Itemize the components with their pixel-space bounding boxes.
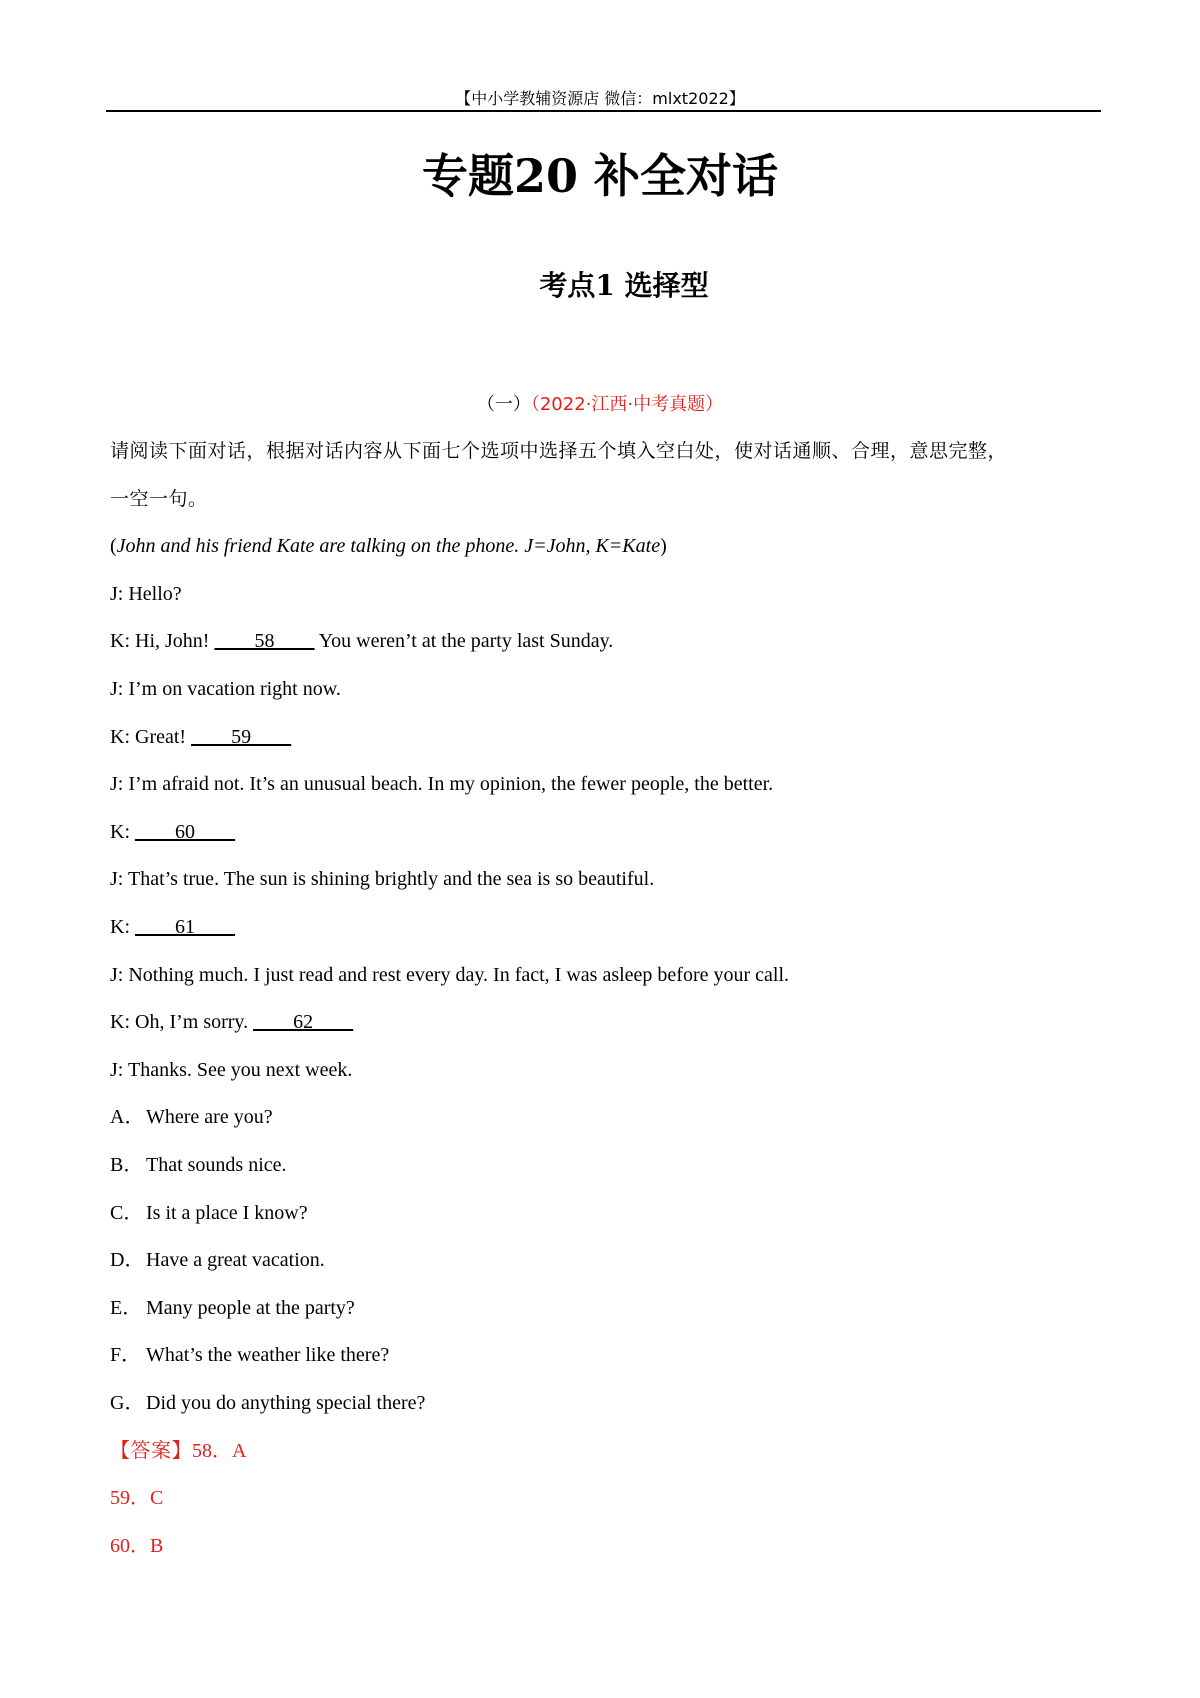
- option-item: [110, 1237, 1100, 1285]
- options-list: [110, 1094, 1100, 1427]
- option-item: [110, 1380, 1100, 1428]
- dialogue-line: [110, 999, 1100, 1047]
- option-item: [110, 1285, 1100, 1333]
- option-text: Did you do anything special there?: [146, 1391, 426, 1414]
- option-letter: A．: [110, 1106, 145, 1129]
- dialogue-text: J: That’s true. The sun is shining brightly and the sea is so beautiful.: [110, 868, 655, 891]
- source-tag: （2022·江西·中考真题）: [530, 394, 724, 415]
- answer-item: 59．C: [110, 1487, 164, 1510]
- option-item: [110, 1190, 1100, 1238]
- answer-line: [110, 1475, 1100, 1523]
- option-letter: E．: [110, 1296, 143, 1319]
- dialogue-line: [110, 761, 1100, 809]
- option-text: Where are you?: [146, 1106, 273, 1129]
- dialogue-line: [110, 856, 1100, 904]
- option-letter: B．: [110, 1153, 144, 1176]
- dialogue-text: J: Thanks. See you next week.: [110, 1058, 353, 1081]
- dialogue: [110, 571, 1100, 1095]
- dialogue-line: [110, 666, 1100, 714]
- page-title: 专题20 补全对话: [421, 149, 779, 203]
- answer-blank: ____61____: [135, 915, 235, 938]
- answer-line: [110, 1427, 1100, 1475]
- answer-line: [110, 1523, 1100, 1571]
- answer-section: [110, 1427, 1100, 1570]
- dialogue-line: [110, 904, 1100, 952]
- option-text: Have a great vacation.: [146, 1249, 325, 1272]
- option-letter: F．: [110, 1344, 142, 1367]
- instructions-line-2: 一空一句。: [110, 487, 208, 510]
- dialogue-context: (John and his friend Kate are talking on the phone. J=John, K=Kate): [110, 535, 667, 558]
- option-letter: G．: [110, 1391, 145, 1414]
- option-text: That sounds nice.: [146, 1153, 287, 1176]
- section-title: 考点1 选择型: [539, 269, 709, 302]
- answer-label: 【答案】: [110, 1438, 192, 1463]
- dialogue-text: You weren’t at the party last Sunday.: [314, 630, 614, 653]
- dialogue-text: J: Hello?: [110, 582, 182, 605]
- option-text: Many people at the party?: [146, 1296, 355, 1319]
- dialogue-text: K:: [110, 915, 135, 938]
- context-text: John and his friend Kate are talking on the phone. J=John, K=Kate: [116, 535, 661, 558]
- question-number: （一）: [476, 394, 531, 415]
- answer-blank: ____59____: [191, 725, 292, 748]
- dialogue-line: [110, 1047, 1100, 1095]
- option-letter: C．: [110, 1201, 144, 1224]
- dialogue-text: K: Great!: [110, 725, 192, 748]
- option-item: [110, 1142, 1100, 1190]
- answer-blank: ____60____: [135, 820, 235, 843]
- dialogue-text: J: I’m on vacation right now.: [110, 677, 341, 700]
- answer-item: 58．A: [192, 1440, 247, 1463]
- page-header: 【中小学教辅资源店 微信：mlxt2022】: [455, 89, 745, 108]
- question-body: [110, 428, 1100, 1570]
- option-text: What’s the weather like there?: [146, 1344, 390, 1367]
- dialogue-text: K:: [110, 820, 135, 843]
- header-rule: [106, 110, 1101, 112]
- dialogue-line: [110, 571, 1100, 619]
- dialogue-text: K: Oh, I’m sorry.: [110, 1011, 254, 1034]
- option-text: Is it a place I know?: [146, 1201, 308, 1224]
- answer-blank: ____62____: [253, 1011, 354, 1034]
- answer-item: 60．B: [110, 1534, 164, 1557]
- dialogue-line: [110, 952, 1100, 1000]
- answer-blank: ____58____: [214, 630, 315, 653]
- dialogue-text: J: I’m afraid not. It’s an unusual beach. In my opinion, the fewer people, the better.: [110, 773, 774, 796]
- dialogue-text: J: Nothing much. I just read and rest every day. In fact, I was asleep before your call.: [110, 963, 790, 986]
- question-source: [0, 390, 1200, 416]
- instructions-line-1: 请阅读下面对话，根据对话内容从下面七个选项中选择五个填入空白处，使对话通顺、合理，意思完整，: [110, 440, 1008, 462]
- option-item: [110, 1094, 1100, 1142]
- option-item: [110, 1332, 1100, 1380]
- dialogue-line: [110, 714, 1100, 762]
- dialogue-line: [110, 618, 1100, 666]
- option-letter: D．: [110, 1249, 145, 1272]
- dialogue-text: K: Hi, John!: [110, 630, 215, 653]
- dialogue-line: [110, 809, 1100, 857]
